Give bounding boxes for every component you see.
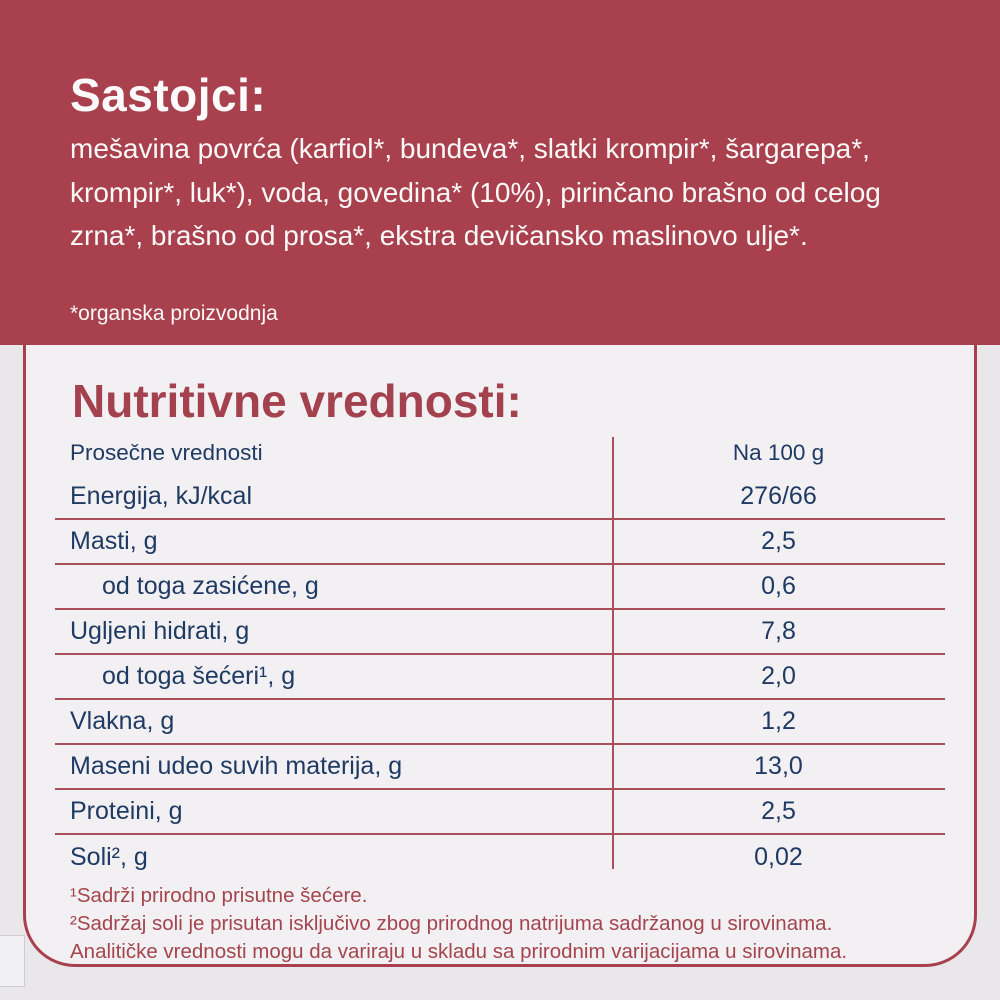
table-header-value: Na 100 g <box>732 439 825 465</box>
row-value: 7,8 <box>761 617 796 645</box>
row-label: Energija, kJ/kcal <box>70 482 253 510</box>
footnote-3: Analitičke vrednosti mogu da variraju u skladu sa prirodnim varijacijama u sirovinama. <box>70 940 848 963</box>
footnote-2: ²Sadržaj soli je prisutan isključivo zbog prirodnog natrijuma sadržanog u sirovinama. <box>70 912 833 935</box>
row-value: 0,6 <box>761 572 796 600</box>
table-row-seceri <box>55 655 945 700</box>
row-label: Maseni udeo suvih materija, g <box>70 752 403 780</box>
row-value: 13,0 <box>754 752 803 780</box>
ingredients-title: Sastojci: <box>70 69 267 121</box>
table-row-ugljeni-hidrati <box>55 610 945 655</box>
table-header-label: Prosečne vrednosti <box>70 439 263 465</box>
ingredients-line-1: mešavina povrća (karfiol*, bundeva*, slatki krompir*, šargarepa*, <box>70 133 870 164</box>
row-label: Masti, g <box>70 527 158 555</box>
row-label: od toga šećeri¹, g <box>102 662 296 690</box>
nutrition-table <box>55 430 945 880</box>
ingredients-text <box>70 127 881 258</box>
organic-production-note: *organska proizvodnja <box>70 302 278 325</box>
table-row-energija <box>55 475 945 520</box>
row-label: Soli², g <box>70 843 148 871</box>
row-value: 2,5 <box>761 797 796 825</box>
row-label: Ugljeni hidrati, g <box>70 617 250 645</box>
row-label: Vlakna, g <box>70 707 175 735</box>
row-value: 1,2 <box>761 707 796 735</box>
ingredients-line-2: krompir*, luk*), voda, govedina* (10%), pirinčano brašno od celog <box>70 176 881 208</box>
column-divider <box>612 437 614 869</box>
table-row-proteini <box>55 790 945 835</box>
nutrition-title: Nutritivne vrednosti: <box>72 375 522 427</box>
footnotes <box>70 882 847 966</box>
table-row-zasicene <box>55 565 945 610</box>
row-label: od toga zasićene, g <box>102 572 319 600</box>
table-header-row <box>55 430 945 475</box>
background-panel-corner <box>0 935 25 987</box>
row-value: 2,5 <box>761 527 796 555</box>
footnote-1: ¹Sadrži prirodno prisutne šećere. <box>70 884 368 907</box>
ingredients-line-3: zrna*, brašno od prosa*, ekstra devičansko maslinovo ulje*. <box>70 220 808 251</box>
ingredients-band <box>0 0 1000 345</box>
row-label: Proteini, g <box>70 797 183 825</box>
row-value: 0,02 <box>754 843 803 871</box>
table-row-soli <box>55 835 945 880</box>
table-row-vlakna <box>55 700 945 745</box>
row-value: 276/66 <box>740 482 817 510</box>
table-row-suve-materije <box>55 745 945 790</box>
row-value: 2,0 <box>761 662 796 690</box>
table-row-masti <box>55 520 945 565</box>
